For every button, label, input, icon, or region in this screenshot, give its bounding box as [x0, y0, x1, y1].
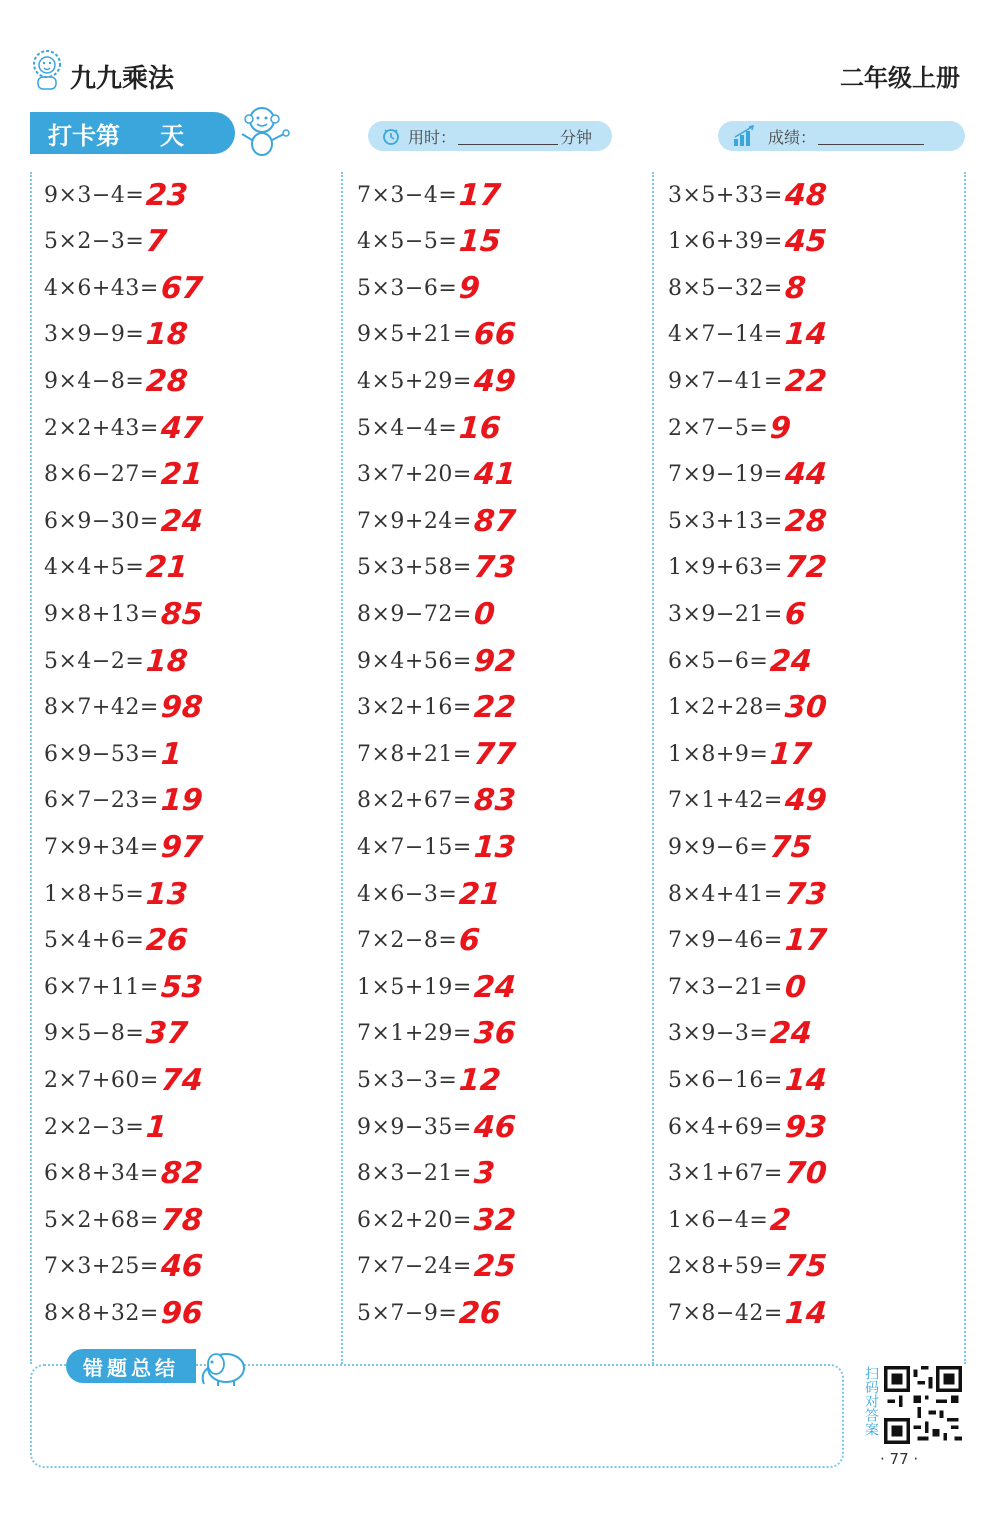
exercise-row: [44, 1057, 203, 1103]
exercise-row: [357, 731, 516, 777]
handwritten-answer[interactable]: 13: [145, 876, 190, 912]
exercise-question: 4×5+29=: [357, 368, 472, 394]
exercise-question: 3×9−3=: [668, 1021, 769, 1047]
exercise-row: [44, 312, 188, 358]
exercise-row: [44, 685, 203, 731]
exercise-question: 4×5−5=: [357, 229, 458, 255]
handwritten-answer[interactable]: 87: [472, 503, 517, 539]
exercise-row: [668, 638, 812, 684]
exercise-row: [357, 964, 516, 1010]
handwritten-answer[interactable]: 0: [783, 969, 807, 1005]
checkin-prefix: 打卡第: [48, 121, 120, 150]
handwritten-answer[interactable]: 75: [769, 829, 814, 865]
exercise-row: [44, 1151, 203, 1197]
page-header: [0, 0, 1000, 110]
exercise-row: [357, 871, 501, 917]
exercise-row: [357, 358, 516, 404]
monkey-icon: [232, 100, 292, 160]
exercise-question: 5×4−2=: [44, 648, 145, 674]
time-unit: 分钟: [560, 127, 593, 147]
handwritten-answer[interactable]: 14: [783, 1295, 828, 1331]
exercise-row: [44, 172, 188, 218]
exercise-question: 8×2+67=: [357, 788, 472, 814]
exercise-grid: [30, 172, 966, 1364]
handwritten-answer[interactable]: 70: [783, 1156, 828, 1192]
exercise-question: 1×6+39=: [668, 229, 783, 255]
exercise-row: [357, 1197, 516, 1243]
exercise-row: [44, 452, 203, 498]
handwritten-answer[interactable]: 6: [458, 923, 482, 959]
exercise-row: [668, 265, 806, 311]
handwritten-answer[interactable]: 26: [458, 1295, 503, 1331]
handwritten-answer[interactable]: 8: [783, 270, 807, 306]
exercise-row: [357, 638, 516, 684]
page-number: · 77 ·: [880, 1450, 919, 1468]
exercise-question: 5×4+6=: [44, 928, 145, 954]
score-label: 成绩：: [768, 127, 817, 147]
exercise-row: [44, 405, 203, 451]
handwritten-answer[interactable]: 1: [145, 1109, 169, 1145]
exercise-question: 1×9+63=: [668, 555, 783, 581]
exercise-row: [357, 452, 516, 498]
handwritten-answer[interactable]: 83: [472, 783, 517, 819]
exercise-question: 5×3−6=: [357, 275, 458, 301]
exercise-row: [44, 638, 188, 684]
qr-code-icon[interactable]: [881, 1366, 965, 1444]
exercise-row: [357, 265, 480, 311]
exercise-row: [668, 871, 827, 917]
exercise-row: [44, 871, 188, 917]
exercise-question: 7×9−19=: [668, 462, 783, 488]
exercise-row: [357, 824, 516, 870]
exercise-question: 4×6+43=: [44, 275, 159, 301]
exercise-row: [44, 731, 182, 777]
checkin-suffix: 天: [160, 121, 184, 150]
exercise-row: [44, 918, 188, 964]
time-label: 用时：: [408, 127, 457, 147]
exercise-question: 9×4+56=: [357, 648, 472, 674]
handwritten-answer[interactable]: 93: [783, 1109, 828, 1145]
exercise-row: [44, 591, 203, 637]
handwritten-answer[interactable]: 3: [472, 1156, 496, 1192]
exercise-question: 7×8+21=: [357, 741, 472, 767]
exercise-row: [668, 1057, 827, 1103]
exercise-question: 1×2+28=: [668, 695, 783, 721]
handwritten-answer[interactable]: 49: [783, 783, 828, 819]
handwritten-answer[interactable]: 45: [783, 224, 828, 260]
handwritten-answer[interactable]: 74: [159, 1062, 204, 1098]
handwritten-answer[interactable]: 53: [159, 969, 204, 1005]
handwritten-answer[interactable]: 18: [145, 317, 190, 353]
exercise-question: 5×2−3=: [44, 229, 145, 255]
handwritten-answer[interactable]: 24: [159, 503, 204, 539]
exercise-row: [357, 778, 516, 824]
handwritten-answer[interactable]: 22: [783, 363, 828, 399]
exercise-question: 6×9−30=: [44, 508, 159, 534]
handwritten-answer[interactable]: 36: [472, 1016, 517, 1052]
exercise-row: [357, 1151, 495, 1197]
exercise-question: 6×7+11=: [44, 974, 159, 1000]
exercise-row: [44, 1011, 188, 1057]
exercise-question: 7×2−8=: [357, 928, 458, 954]
exercise-question: 7×7−24=: [357, 1254, 472, 1280]
exercise-row: [44, 964, 203, 1010]
exercise-question: 7×1+29=: [357, 1021, 472, 1047]
exercise-row: [44, 824, 203, 870]
exercise-question: 4×7−14=: [668, 322, 783, 348]
exercise-question: 8×6−27=: [44, 462, 159, 488]
exercise-question: 7×8−42=: [668, 1300, 783, 1326]
exercise-row: [357, 1057, 501, 1103]
exercise-question: 8×5−32=: [668, 275, 783, 301]
exercise-question: 7×1+42=: [668, 788, 783, 814]
exercise-question: 1×8+9=: [668, 741, 769, 767]
handwritten-answer[interactable]: 24: [769, 1016, 814, 1052]
exercise-row: [44, 219, 167, 265]
handwritten-answer[interactable]: 97: [159, 829, 204, 865]
handwritten-answer[interactable]: 73: [783, 876, 828, 912]
handwritten-answer[interactable]: 1: [159, 736, 183, 772]
exercise-question: 3×1+67=: [668, 1161, 783, 1187]
exercise-row: [44, 1197, 203, 1243]
handwritten-answer[interactable]: 14: [783, 1062, 828, 1098]
handwritten-answer[interactable]: 73: [472, 550, 517, 586]
handwritten-answer[interactable]: 21: [458, 876, 503, 912]
exercise-row: [668, 824, 812, 870]
exercise-row: [668, 1104, 827, 1150]
exercise-row: [668, 918, 827, 964]
exercise-row: [357, 918, 480, 964]
handwritten-answer[interactable]: 7: [145, 224, 169, 260]
handwritten-answer[interactable]: 21: [145, 550, 190, 586]
column-divider: [964, 172, 966, 1364]
exercise-question: 3×9−9=: [44, 322, 145, 348]
handwritten-answer[interactable]: 25: [472, 1249, 517, 1285]
handwritten-answer[interactable]: 0: [472, 596, 496, 632]
exercise-row: [357, 685, 516, 731]
scan-answer-label: 扫码对答案: [863, 1366, 879, 1436]
exercise-question: 5×4−4=: [357, 415, 458, 441]
exercise-question: 9×3−4=: [44, 182, 145, 208]
handwritten-answer[interactable]: 28: [783, 503, 828, 539]
handwritten-answer[interactable]: 14: [783, 317, 828, 353]
handwritten-answer[interactable]: 17: [783, 923, 828, 959]
handwritten-answer[interactable]: 75: [783, 1249, 828, 1285]
exercise-question: 9×9−6=: [668, 834, 769, 860]
exercise-question: 6×9−53=: [44, 741, 159, 767]
handwritten-answer[interactable]: 66: [472, 317, 517, 353]
exercise-question: 8×8+32=: [44, 1300, 159, 1326]
handwritten-answer[interactable]: 82: [159, 1156, 204, 1192]
exercise-row: [44, 545, 188, 591]
exercise-question: 5×7−9=: [357, 1300, 458, 1326]
exercise-row: [668, 1011, 812, 1057]
exercise-question: 1×6−4=: [668, 1207, 769, 1233]
exercise-row: [668, 1244, 827, 1290]
exercise-question: 2×7+60=: [44, 1067, 159, 1093]
exercise-row: [668, 591, 806, 637]
exercise-row: [44, 1104, 167, 1150]
exercise-question: 3×2+16=: [357, 695, 472, 721]
handwritten-answer[interactable]: 49: [472, 363, 517, 399]
exercise-question: 4×7−15=: [357, 834, 472, 860]
exercise-question: 5×3+58=: [357, 555, 472, 581]
handwritten-answer[interactable]: 24: [472, 969, 517, 1005]
exercise-question: 5×3−3=: [357, 1067, 458, 1093]
exercise-question: 6×8+34=: [44, 1161, 159, 1187]
exercise-row: [44, 778, 203, 824]
handwritten-answer[interactable]: 48: [783, 177, 828, 213]
exercise-row: [357, 312, 516, 358]
handwritten-answer[interactable]: 15: [458, 224, 503, 260]
exercise-row: [668, 1290, 827, 1336]
exercise-question: 9×5+21=: [357, 322, 472, 348]
exercise-row: [357, 1011, 516, 1057]
exercise-question: 9×9−35=: [357, 1114, 472, 1140]
handwritten-answer[interactable]: 46: [472, 1109, 517, 1145]
exercise-row: [668, 452, 827, 498]
handwritten-answer[interactable]: 47: [159, 410, 204, 446]
elephant-icon: [196, 1344, 252, 1388]
exercise-row: [357, 1290, 501, 1336]
exercise-question: 5×2+68=: [44, 1207, 159, 1233]
handwritten-answer[interactable]: 2: [769, 1202, 793, 1238]
exercise-question: 2×2+43=: [44, 415, 159, 441]
exercise-question: 3×9−21=: [668, 601, 783, 627]
handwritten-answer[interactable]: 37: [145, 1016, 190, 1052]
handwritten-answer[interactable]: 41: [472, 457, 517, 493]
exercise-question: 4×4+5=: [44, 555, 145, 581]
exercise-question: 2×7−5=: [668, 415, 769, 441]
exercise-row: [357, 545, 516, 591]
exercise-question: 3×7+20=: [357, 462, 472, 488]
exercise-row: [668, 778, 827, 824]
exercise-row: [44, 1290, 203, 1336]
handwritten-answer[interactable]: 12: [458, 1062, 503, 1098]
exercise-question: 7×9−46=: [668, 928, 783, 954]
exercise-question: 6×5−6=: [668, 648, 769, 674]
exercise-question: 8×7+42=: [44, 695, 159, 721]
exercise-question: 7×3−21=: [668, 974, 783, 1000]
exercise-question: 9×5−8=: [44, 1021, 145, 1047]
exercise-question: 7×3+25=: [44, 1254, 159, 1280]
exercise-question: 1×5+19=: [357, 974, 472, 1000]
exercise-question: 6×7−23=: [44, 788, 159, 814]
exercise-question: 8×9−72=: [357, 601, 472, 627]
handwritten-answer[interactable]: 96: [159, 1295, 204, 1331]
column-divider: [30, 172, 32, 1364]
handwritten-answer[interactable]: 19: [159, 783, 204, 819]
exercise-row: [668, 964, 806, 1010]
exercise-row: [357, 1104, 516, 1150]
exercise-row: [357, 172, 501, 218]
handwritten-answer[interactable]: 32: [472, 1202, 517, 1238]
exercise-row: [668, 405, 791, 451]
handwritten-answer[interactable]: 28: [145, 363, 190, 399]
handwritten-answer[interactable]: 72: [783, 550, 828, 586]
exercise-row: [44, 1244, 203, 1290]
exercise-row: [668, 1197, 791, 1243]
mistake-summary-label: 错题总结: [66, 1349, 196, 1383]
handwritten-answer[interactable]: 24: [769, 643, 814, 679]
exercise-question: 5×6−16=: [668, 1067, 783, 1093]
grade-label: 二年级上册: [840, 64, 960, 92]
handwritten-answer[interactable]: 67: [159, 270, 204, 306]
exercise-question: 7×9+24=: [357, 508, 472, 534]
exercise-question: 8×4+41=: [668, 881, 783, 907]
exercise-question: 2×8+59=: [668, 1254, 783, 1280]
exercise-question: 9×8+13=: [44, 601, 159, 627]
exercise-row: [357, 498, 516, 544]
exercise-row: [668, 498, 827, 544]
handwritten-answer[interactable]: 44: [783, 457, 828, 493]
exercise-row: [44, 265, 203, 311]
exercise-question: 1×8+5=: [44, 881, 145, 907]
handwritten-answer[interactable]: 77: [472, 736, 517, 772]
exercise-row: [668, 545, 827, 591]
exercise-row: [44, 498, 203, 544]
handwritten-answer[interactable]: 16: [458, 410, 503, 446]
lion-icon: [30, 48, 64, 92]
exercise-question: 2×2−3=: [44, 1114, 145, 1140]
column-divider: [341, 172, 343, 1364]
exercise-row: [668, 172, 827, 218]
exercise-question: 4×6−3=: [357, 881, 458, 907]
score-field[interactable]: [718, 121, 965, 151]
exercise-row: [357, 405, 501, 451]
bar-chart-icon: [732, 125, 760, 147]
exercise-row: [668, 219, 827, 265]
exercise-question: 6×4+69=: [668, 1114, 783, 1140]
handwritten-answer[interactable]: 13: [472, 829, 517, 865]
exercise-question: 5×3+13=: [668, 508, 783, 534]
exercise-row: [668, 731, 812, 777]
handwritten-answer[interactable]: 9: [769, 410, 793, 446]
handwritten-answer[interactable]: 78: [159, 1202, 204, 1238]
exercise-row: [357, 219, 501, 265]
exercise-question: 9×4−8=: [44, 368, 145, 394]
exercise-row: [357, 1244, 516, 1290]
exercise-question: 8×3−21=: [357, 1161, 472, 1187]
handwritten-answer[interactable]: 21: [159, 457, 204, 493]
exercise-question: 7×3−4=: [357, 182, 458, 208]
exercise-question: 3×5+33=: [668, 182, 783, 208]
handwritten-answer[interactable]: 46: [159, 1249, 204, 1285]
exercise-question: 6×2+20=: [357, 1207, 472, 1233]
handwritten-answer[interactable]: 26: [145, 923, 190, 959]
handwritten-answer[interactable]: 17: [458, 177, 503, 213]
score-blank[interactable]: [818, 128, 924, 145]
time-field[interactable]: [368, 121, 612, 151]
exercise-row: [357, 591, 495, 637]
handwritten-answer[interactable]: 6: [783, 596, 807, 632]
checkin-banner: [30, 112, 235, 154]
handwritten-answer[interactable]: 85: [159, 596, 204, 632]
handwritten-answer[interactable]: 23: [145, 177, 190, 213]
clock-icon: [382, 127, 400, 145]
column-divider: [652, 172, 654, 1364]
handwritten-answer[interactable]: 17: [769, 736, 814, 772]
exercise-question: 9×7−41=: [668, 368, 783, 394]
handwritten-answer[interactable]: 22: [472, 690, 517, 726]
handwritten-answer[interactable]: 9: [458, 270, 482, 306]
handwritten-answer[interactable]: 98: [159, 690, 204, 726]
handwritten-answer[interactable]: 92: [472, 643, 517, 679]
exercise-row: [668, 685, 827, 731]
exercise-row: [668, 1151, 827, 1197]
exercise-row: [44, 358, 188, 404]
handwritten-answer[interactable]: 18: [145, 643, 190, 679]
exercise-question: 7×9+34=: [44, 834, 159, 860]
time-blank[interactable]: [458, 128, 558, 145]
page-title: 九九乘法: [70, 64, 175, 94]
exercise-row: [668, 358, 827, 404]
exercise-row: [668, 312, 827, 358]
handwritten-answer[interactable]: 30: [783, 690, 828, 726]
